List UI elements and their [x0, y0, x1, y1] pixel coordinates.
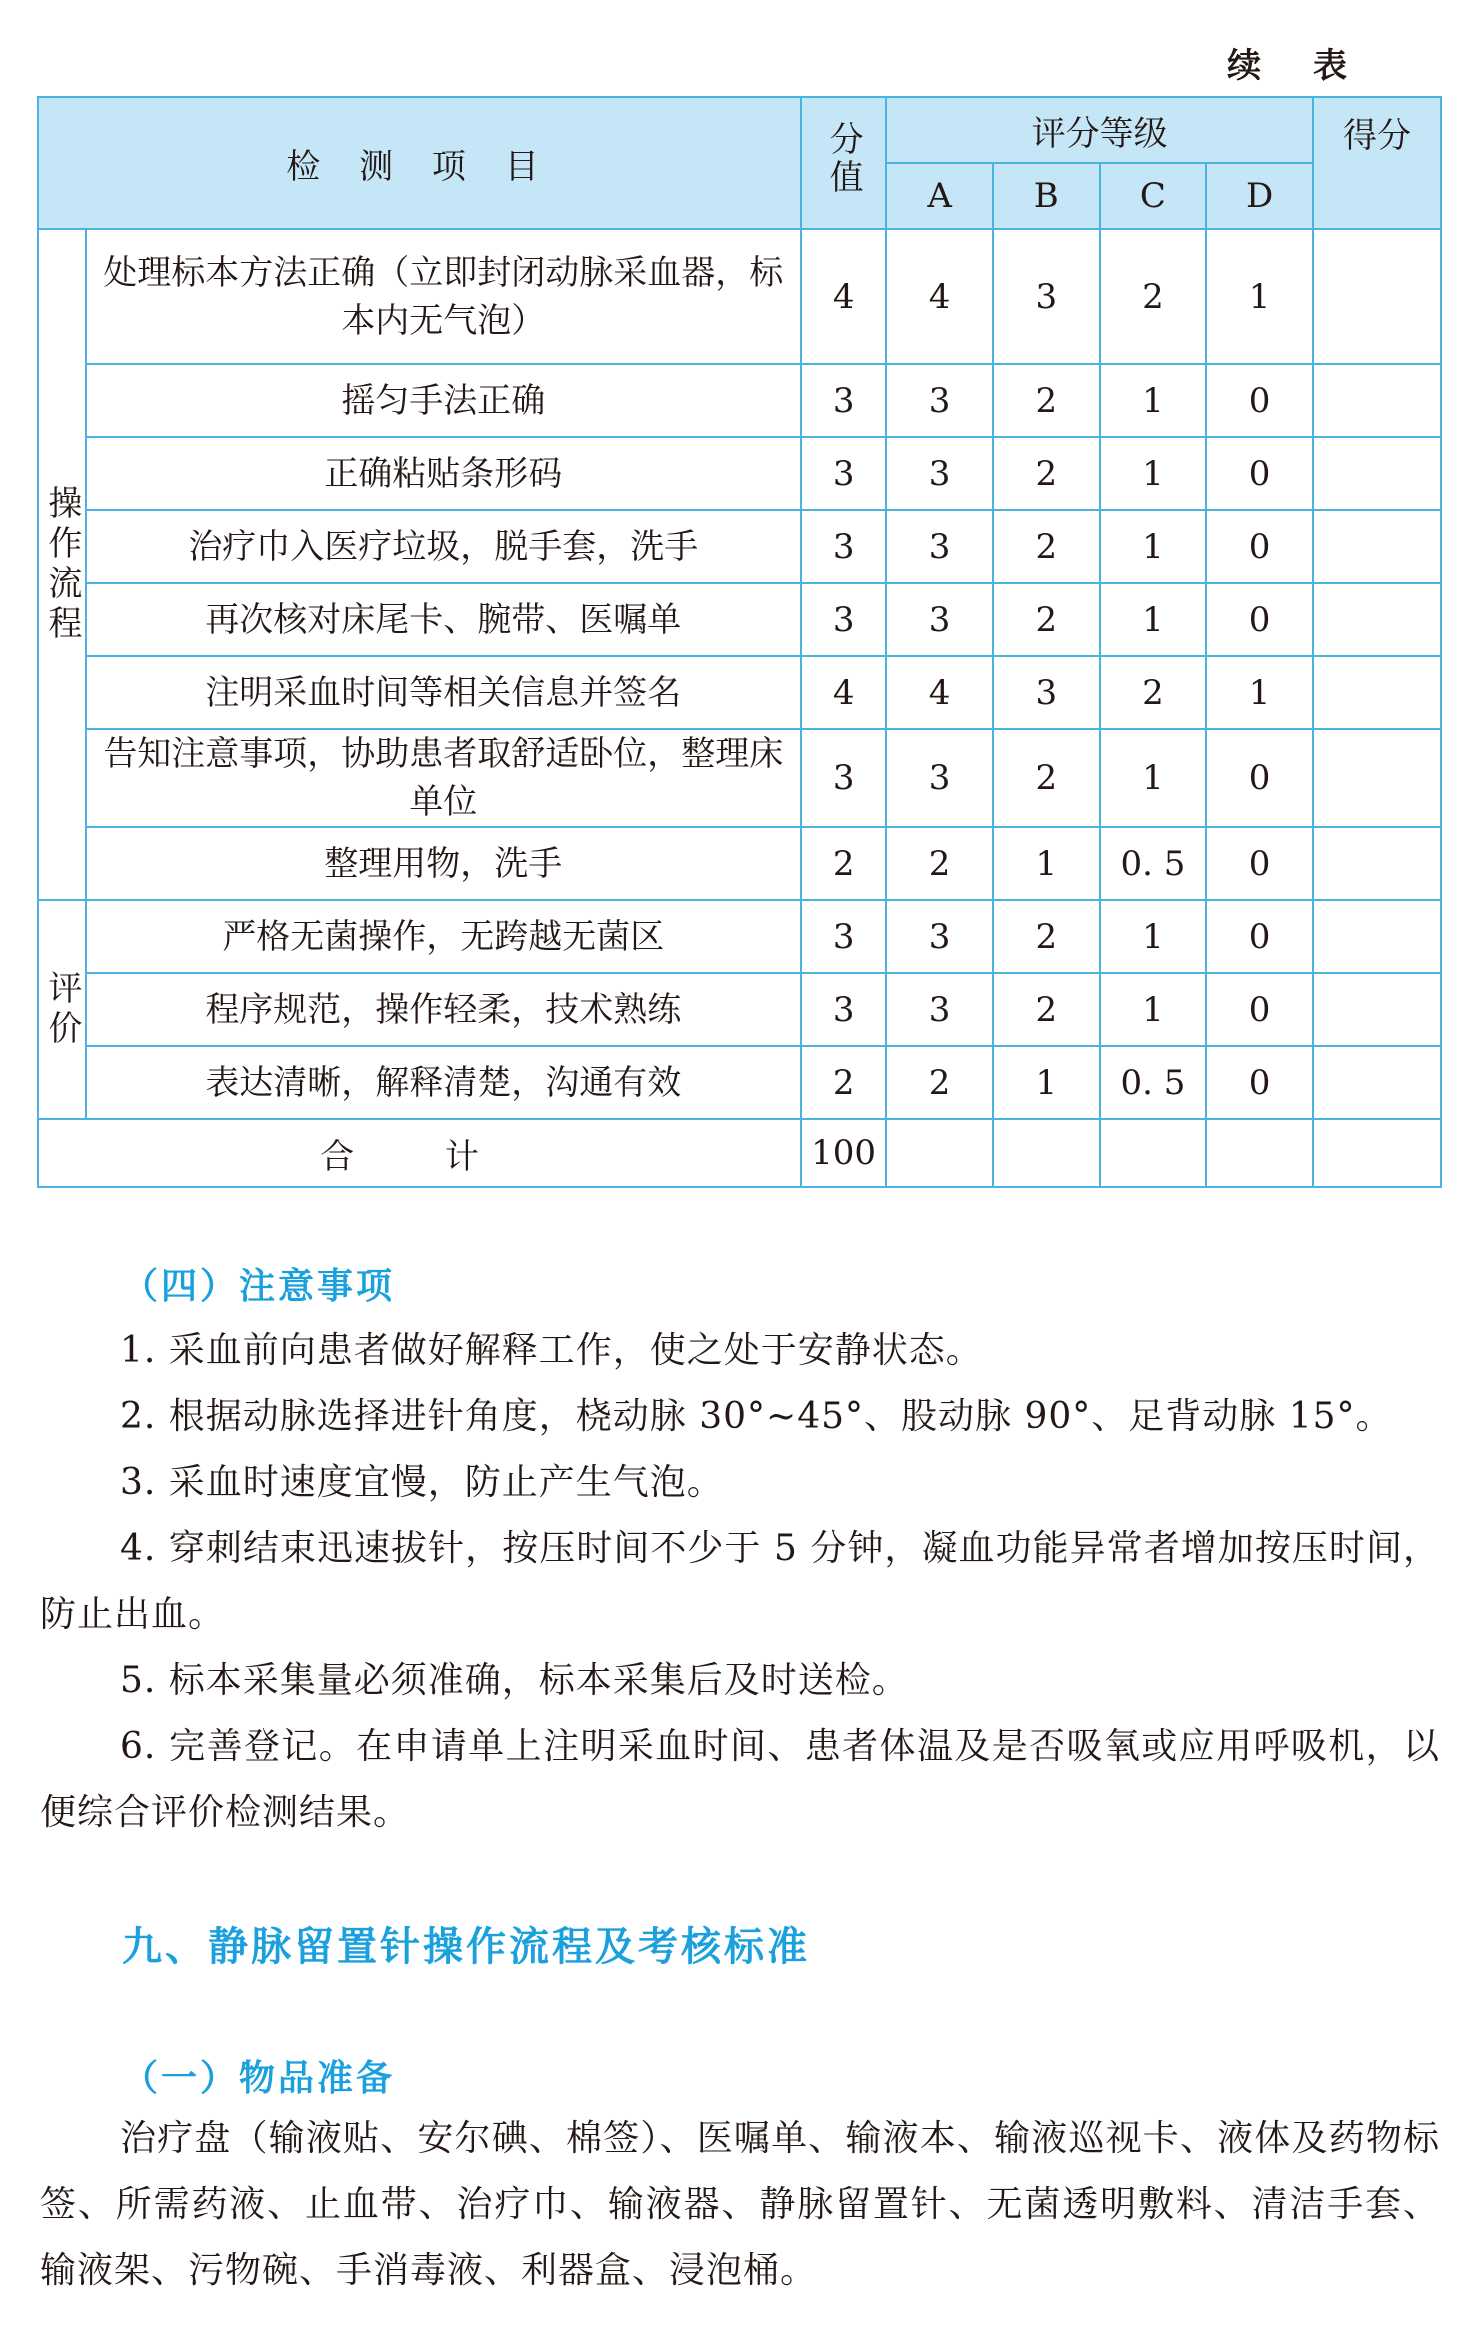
notes-heading: （四）注意事项 — [122, 1266, 396, 1307]
score-cell — [1313, 510, 1441, 583]
header-item: 检 测 项 目 — [38, 97, 801, 229]
grade-d: 0 — [1206, 583, 1313, 656]
grade-c: 1 — [1100, 583, 1207, 656]
grade-a: 2 — [886, 827, 993, 900]
grade-d: 0 — [1206, 827, 1313, 900]
grade-c: 0. 5 — [1100, 1046, 1207, 1119]
category-operation: 操作流程 — [38, 229, 86, 900]
grade-a: 2 — [886, 1046, 993, 1119]
grade-d: 1 — [1206, 229, 1313, 364]
row-value: 4 — [801, 229, 886, 364]
grade-a: 3 — [886, 437, 993, 510]
table-row — [38, 437, 1441, 510]
supplies-heading: （一）物品准备 — [122, 2058, 396, 2099]
score-cell — [1313, 583, 1441, 656]
table-row — [38, 827, 1441, 900]
category-evaluation: 评价 — [38, 900, 86, 1119]
grade-d — [1206, 1119, 1313, 1187]
row-value: 3 — [801, 729, 886, 827]
header-score: 得分 — [1313, 97, 1441, 229]
header-grade: 评分等级 — [886, 97, 1313, 163]
grade-b: 1 — [993, 1046, 1100, 1119]
note-item-2: 2. 根据动脉选择进针角度，桡动脉 30°~45°、股动脉 90°、足背动脉 15°。 — [120, 1396, 1393, 1437]
grade-b: 1 — [993, 827, 1100, 900]
row-item: 程序规范，操作轻柔，技术熟练 — [86, 973, 801, 1046]
grade-b: 2 — [993, 583, 1100, 656]
grade-a: 3 — [886, 364, 993, 437]
grade-a: 3 — [886, 583, 993, 656]
grade-b: 2 — [993, 729, 1100, 827]
row-item: 注明采血时间等相关信息并签名 — [86, 656, 801, 729]
grade-b — [993, 1119, 1100, 1187]
grade-d: 0 — [1206, 900, 1313, 973]
grade-c: 1 — [1100, 973, 1207, 1046]
score-cell — [1313, 437, 1441, 510]
grade-d: 1 — [1206, 656, 1313, 729]
row-value: 3 — [801, 437, 886, 510]
row-item: 治疗巾入医疗垃圾，脱手套，洗手 — [86, 510, 801, 583]
grade-a: 3 — [886, 510, 993, 583]
grade-b: 2 — [993, 437, 1100, 510]
grade-b: 2 — [993, 900, 1100, 973]
row-item: 告知注意事项，协助患者取舒适卧位，整理床单位 — [86, 729, 801, 827]
note-item-5: 5. 标本采集量必须准确，标本采集后及时送检。 — [120, 1660, 909, 1701]
table-row — [38, 900, 1441, 973]
grade-d: 0 — [1206, 510, 1313, 583]
grade-a: 4 — [886, 229, 993, 364]
grade-b: 3 — [993, 656, 1100, 729]
header-grade-b: B — [993, 163, 1100, 229]
grade-c: 1 — [1100, 729, 1207, 827]
continued-table-label: 续 表 — [1227, 46, 1367, 86]
row-value: 2 — [801, 827, 886, 900]
grade-c — [1100, 1119, 1207, 1187]
score-cell — [1313, 1046, 1441, 1119]
section-heading: 九、静脉留置针操作流程及考核标准 — [122, 1924, 810, 1970]
table-row — [38, 510, 1441, 583]
scoring-table — [37, 96, 1442, 1188]
grade-c: 0. 5 — [1100, 827, 1207, 900]
row-value: 3 — [801, 973, 886, 1046]
row-value: 4 — [801, 656, 886, 729]
table-row — [38, 583, 1441, 656]
grade-a: 3 — [886, 729, 993, 827]
grade-d: 0 — [1206, 973, 1313, 1046]
table-row — [38, 973, 1441, 1046]
header-grade-a: A — [886, 163, 993, 229]
score-cell — [1313, 973, 1441, 1046]
total-label: 合 计 — [38, 1119, 801, 1187]
row-item: 正确粘贴条形码 — [86, 437, 801, 510]
table-row — [38, 364, 1441, 437]
table-row — [38, 656, 1441, 729]
row-item: 处理标本方法正确（立即封闭动脉采血器，标本内无气泡） — [86, 229, 801, 364]
grade-d: 0 — [1206, 1046, 1313, 1119]
row-value: 3 — [801, 900, 886, 973]
note-item-3: 3. 采血时速度宜慢，防止产生气泡。 — [120, 1462, 724, 1503]
total-value: 100 — [801, 1119, 886, 1187]
row-value: 3 — [801, 583, 886, 656]
total-row — [38, 1119, 1441, 1187]
supplies-text: 治疗盘（输液贴、安尔碘、棉签）、医嘱单、输液本、输液巡视卡、液体及药物标签、所需药液、止血带、治疗巾、输液器、静脉留置针、无菌透明敷料、清洁手套、输液架、污物碗、手消毒液、利器盒、浸泡桶。 — [40, 2118, 1440, 2291]
score-cell — [1313, 656, 1441, 729]
row-item: 表达清晰，解释清楚，沟通有效 — [86, 1046, 801, 1119]
score-cell — [1313, 229, 1441, 364]
grade-c: 1 — [1100, 900, 1207, 973]
grade-d: 0 — [1206, 437, 1313, 510]
grade-c: 1 — [1100, 364, 1207, 437]
header-grade-d: D — [1206, 163, 1313, 229]
grade-a — [886, 1119, 993, 1187]
score-cell — [1313, 900, 1441, 973]
row-item: 摇匀手法正确 — [86, 364, 801, 437]
grade-d: 0 — [1206, 729, 1313, 827]
note-item-6: 6. 完善登记。在申请单上注明采血时间、患者体温及是否吸氧或应用呼吸机，以便综合评价检测结果。 — [40, 1726, 1440, 1833]
score-cell — [1313, 729, 1441, 827]
header-value: 分值 — [801, 97, 886, 229]
grade-a: 4 — [886, 656, 993, 729]
grade-d: 0 — [1206, 364, 1313, 437]
grade-c: 1 — [1100, 437, 1207, 510]
score-cell — [1313, 827, 1441, 900]
grade-c: 2 — [1100, 656, 1207, 729]
row-item: 再次核对床尾卡、腕带、医嘱单 — [86, 583, 801, 656]
grade-c: 2 — [1100, 229, 1207, 364]
grade-b: 2 — [993, 364, 1100, 437]
grade-a: 3 — [886, 900, 993, 973]
note-item-1: 1. 采血前向患者做好解释工作，使之处于安静状态。 — [120, 1330, 983, 1371]
row-value: 2 — [801, 1046, 886, 1119]
grade-b: 2 — [993, 973, 1100, 1046]
note-item-4: 4. 穿刺结束迅速拔针，按压时间不少于 5 分钟，凝血功能异常者增加按压时间，防止出血。 — [40, 1528, 1440, 1635]
grade-b: 3 — [993, 229, 1100, 364]
header-grade-c: C — [1100, 163, 1207, 229]
row-item: 整理用物，洗手 — [86, 827, 801, 900]
score-cell — [1313, 364, 1441, 437]
row-value: 3 — [801, 364, 886, 437]
grade-c: 1 — [1100, 510, 1207, 583]
table-row — [38, 1046, 1441, 1119]
row-item: 严格无菌操作，无跨越无菌区 — [86, 900, 801, 973]
grade-b: 2 — [993, 510, 1100, 583]
grade-a: 3 — [886, 973, 993, 1046]
table-row — [38, 729, 1441, 827]
score-cell — [1313, 1119, 1441, 1187]
row-value: 3 — [801, 510, 886, 583]
table-row — [38, 229, 1441, 364]
